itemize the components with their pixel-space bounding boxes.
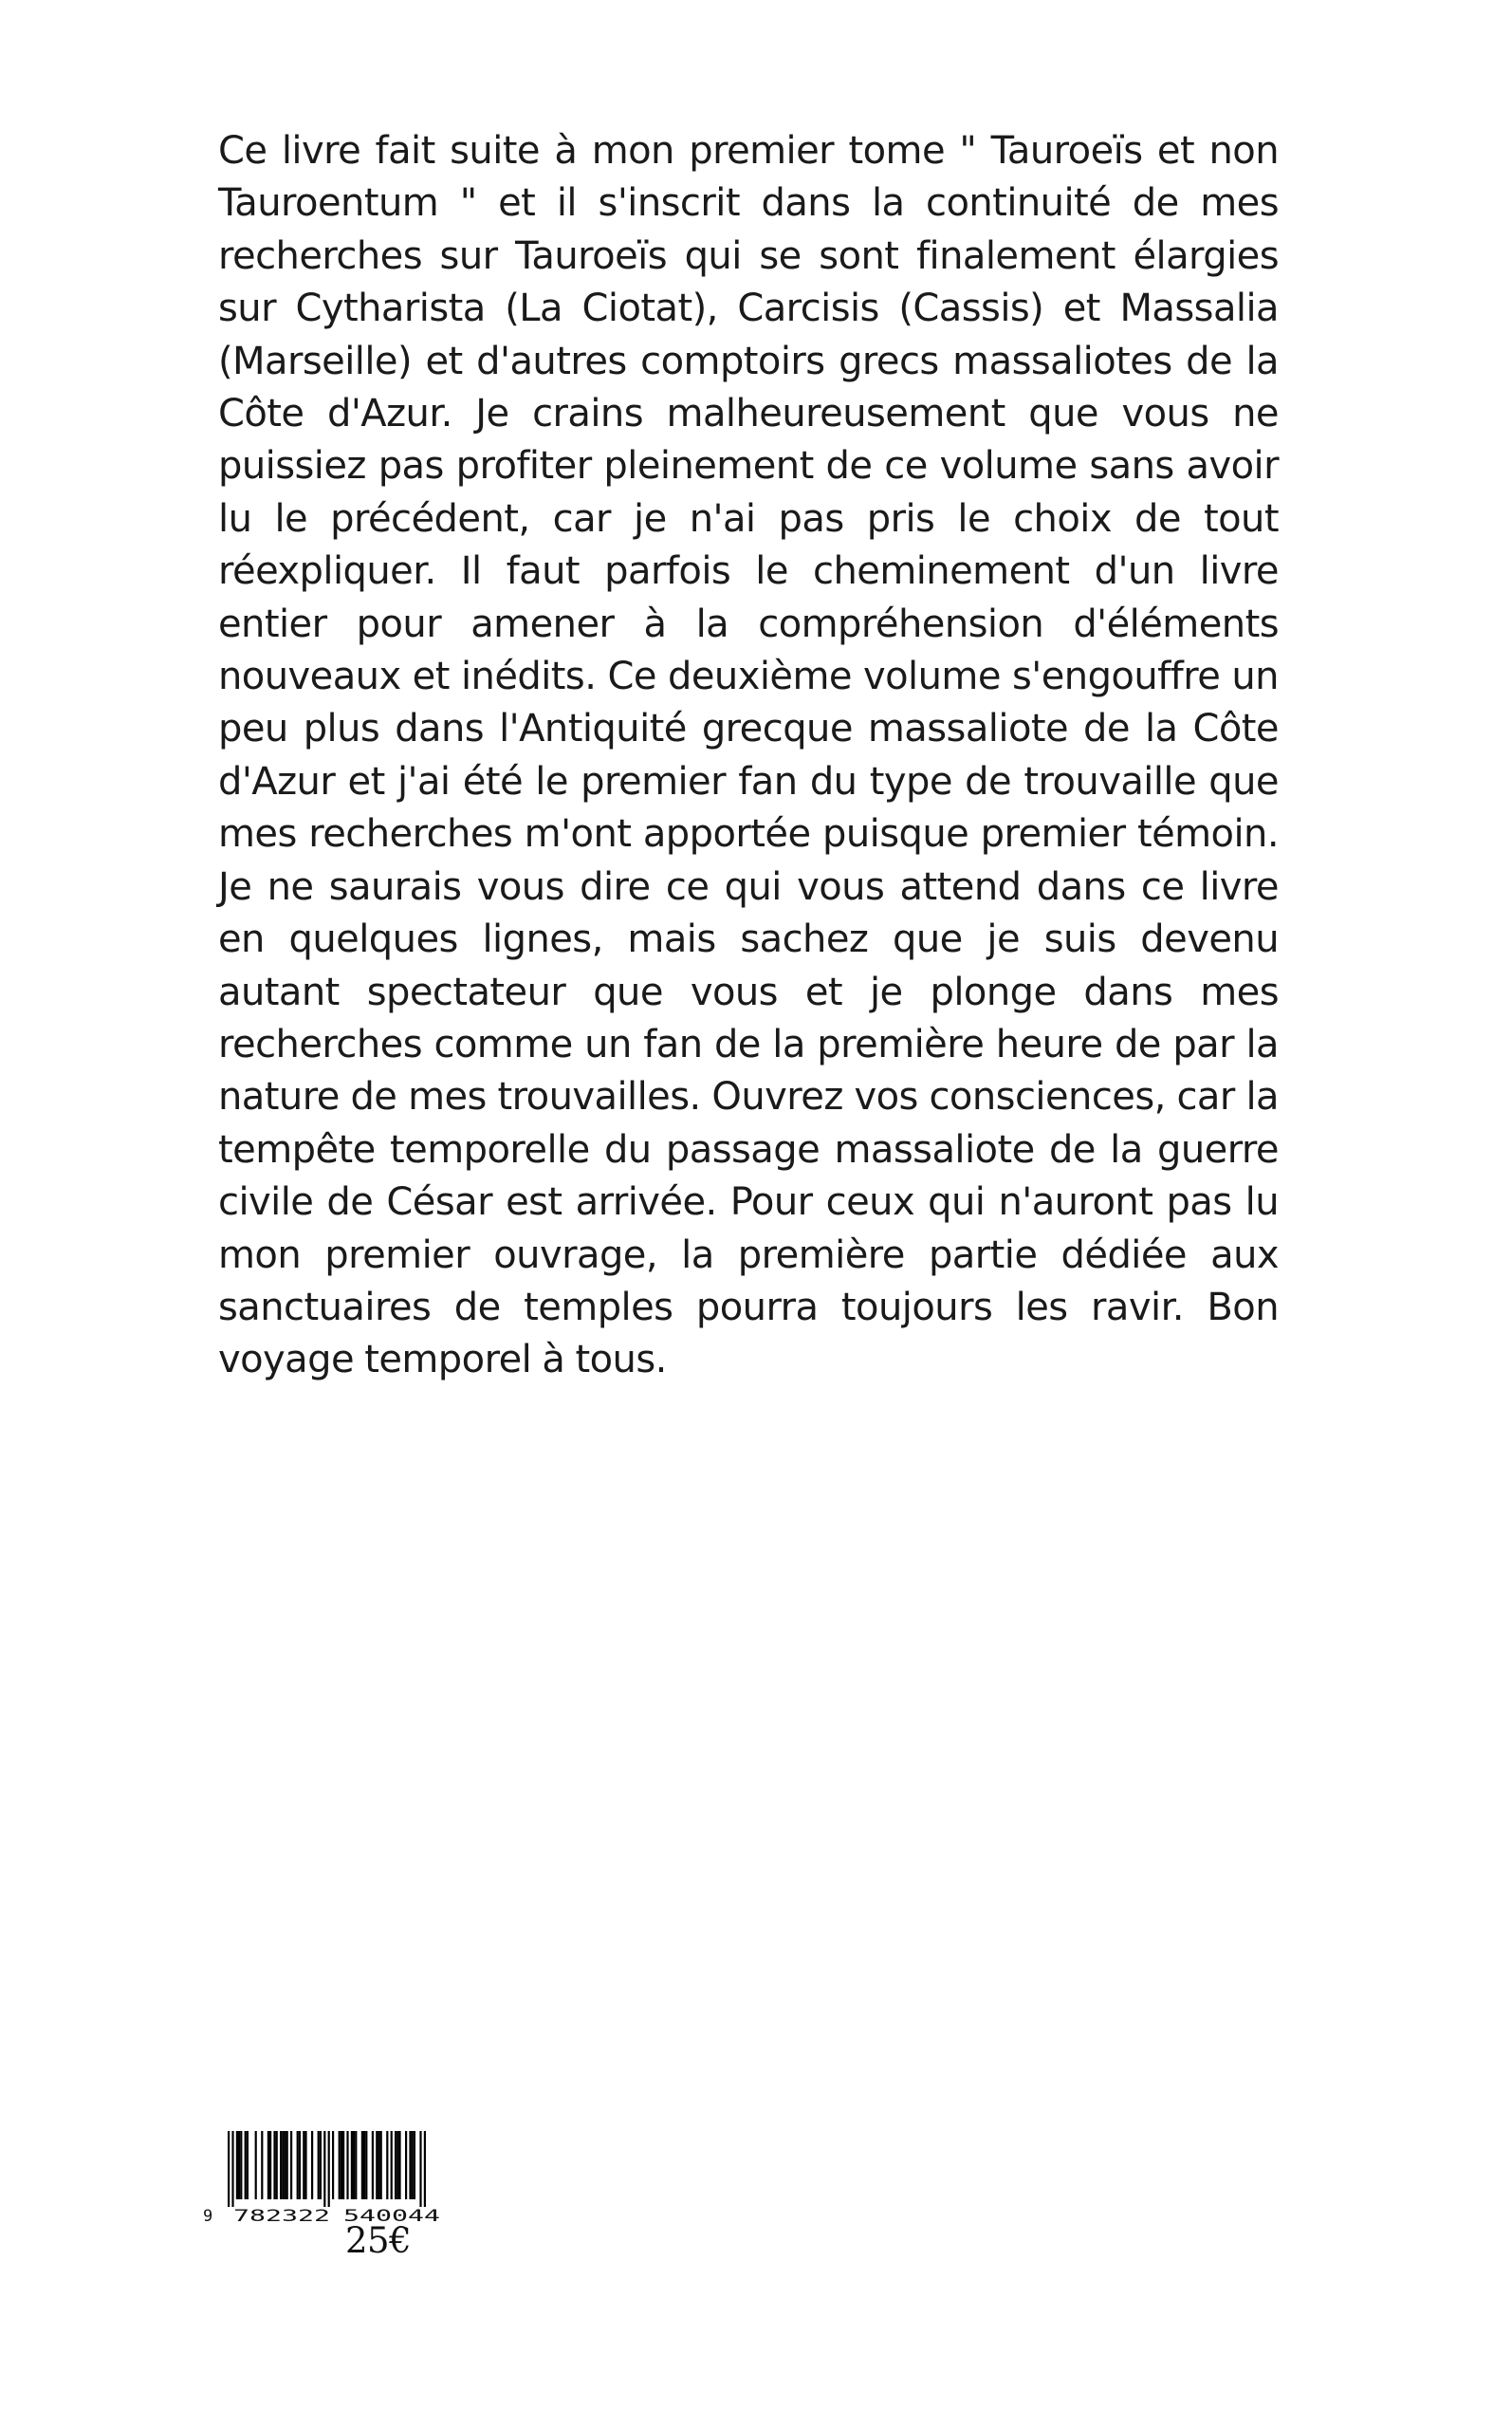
barcode-bar — [328, 2131, 330, 2207]
barcode-bar — [299, 2131, 301, 2199]
barcode-bar — [332, 2131, 334, 2199]
barcode-bar — [363, 2131, 365, 2199]
barcode-bar — [247, 2131, 249, 2199]
barcode-bar — [355, 2131, 357, 2199]
barcode-bar — [282, 2131, 284, 2199]
barcode-bar — [386, 2131, 388, 2199]
barcode-bar — [378, 2131, 379, 2199]
barcode-bar — [276, 2131, 278, 2199]
barcode-digits-right: 540044 — [343, 2207, 440, 2224]
barcode-bar — [380, 2131, 382, 2199]
barcode-bar — [396, 2131, 398, 2199]
barcode-bar — [365, 2131, 367, 2199]
barcode-bar — [273, 2131, 275, 2199]
barcode-bar — [353, 2131, 355, 2199]
barcode-bar — [424, 2131, 426, 2207]
barcode-bar — [231, 2131, 233, 2207]
barcode-bar — [304, 2131, 306, 2199]
barcode-bar — [236, 2131, 238, 2199]
barcode-bar — [269, 2131, 271, 2199]
back-cover-blurb — [218, 125, 1279, 1387]
barcode-bar — [409, 2131, 411, 2199]
barcode-bar — [284, 2131, 286, 2199]
barcode-bar — [228, 2131, 230, 2207]
barcode-bar — [391, 2131, 393, 2199]
isbn-barcode — [203, 2129, 516, 2300]
barcode-bar — [318, 2131, 320, 2199]
barcode-bar — [376, 2131, 378, 2199]
barcode-bar — [361, 2131, 363, 2199]
price-label: 25€ — [345, 2220, 412, 2261]
barcode-bar — [346, 2131, 348, 2199]
barcode-bar — [297, 2131, 299, 2199]
barcode-bar — [240, 2131, 242, 2199]
barcode-bar — [395, 2131, 396, 2199]
barcode-bar — [342, 2131, 344, 2199]
barcode-bar — [412, 2131, 414, 2199]
barcode-bar — [339, 2131, 341, 2199]
barcode-bar — [280, 2131, 282, 2199]
barcode-bar — [372, 2131, 374, 2199]
barcode-bar — [255, 2131, 257, 2199]
barcode-digit-first: 9 — [203, 2207, 213, 2224]
barcode-bar — [261, 2131, 263, 2199]
barcode-bar — [323, 2131, 325, 2207]
barcode-digits-left: 782322 — [233, 2207, 330, 2224]
barcode-bar — [267, 2131, 269, 2199]
barcode-bar — [311, 2131, 313, 2199]
barcode-bar — [286, 2131, 288, 2199]
barcode-bar — [341, 2131, 342, 2199]
barcode-bar — [351, 2131, 353, 2199]
barcode-bar — [320, 2131, 322, 2199]
barcode-graphic — [203, 2129, 516, 2224]
barcode-bar — [245, 2131, 247, 2199]
barcode-bar — [238, 2131, 240, 2199]
barcode-bars — [228, 2131, 426, 2207]
barcode-bar — [303, 2131, 304, 2199]
barcode-bar — [398, 2131, 400, 2199]
barcode-bar — [290, 2131, 292, 2199]
barcode-bar — [405, 2131, 407, 2199]
blurb-paragraph: Ce livre fait suite à mon premier tome " Tauroeïs et non Tauroentum " et il s'inscrit dans la continuité de mes recherches sur Tauroeïs qui se sont finalement élargies sur Cytharista (La Ciotat), Carcisis (Cassis) et Massalia (Marseille) et d'autres comptoirs grecs massaliotes de la Côte d'Azur. Je crains malheureusement que vous ne puissiez pas profiter pleinement de ce volume sans avoir lu le précédent, car je n'ai pas pris le choix de tout réexpliquer. Il faut parfois le cheminement d'un livre entier pour amener à la compréhension d'éléments nouveaux et inédits. Ce deuxième volume s'engouffre un peu plus dans l'Antiquité grecque massaliote de la Côte d'Azur et j'ai été le premier fan du type de trouvaille que mes recherches m'ont apportée puisque premier témoin. Je ne saurais vous dire ce qui vous attend dans ce livre en quelques lignes, mais sachez que je suis devenu autant spectateur que vous et je plonge dans mes recherches comme un fan de la première heure de par la nature de mes trouvailles. Ouvrez vos consciences, car la tempête temporelle du passage massaliote de la guerre civile de César est arrivée. Pour ceux qui n'auront pas lu mon premier ouvrage, la première partie dédiée aux sanctuaires de temples pourra toujours les ravir. Bon voyage temporel à tous. — [218, 129, 1279, 1382]
barcode-bar — [414, 2131, 415, 2199]
barcode-bar — [419, 2131, 421, 2207]
